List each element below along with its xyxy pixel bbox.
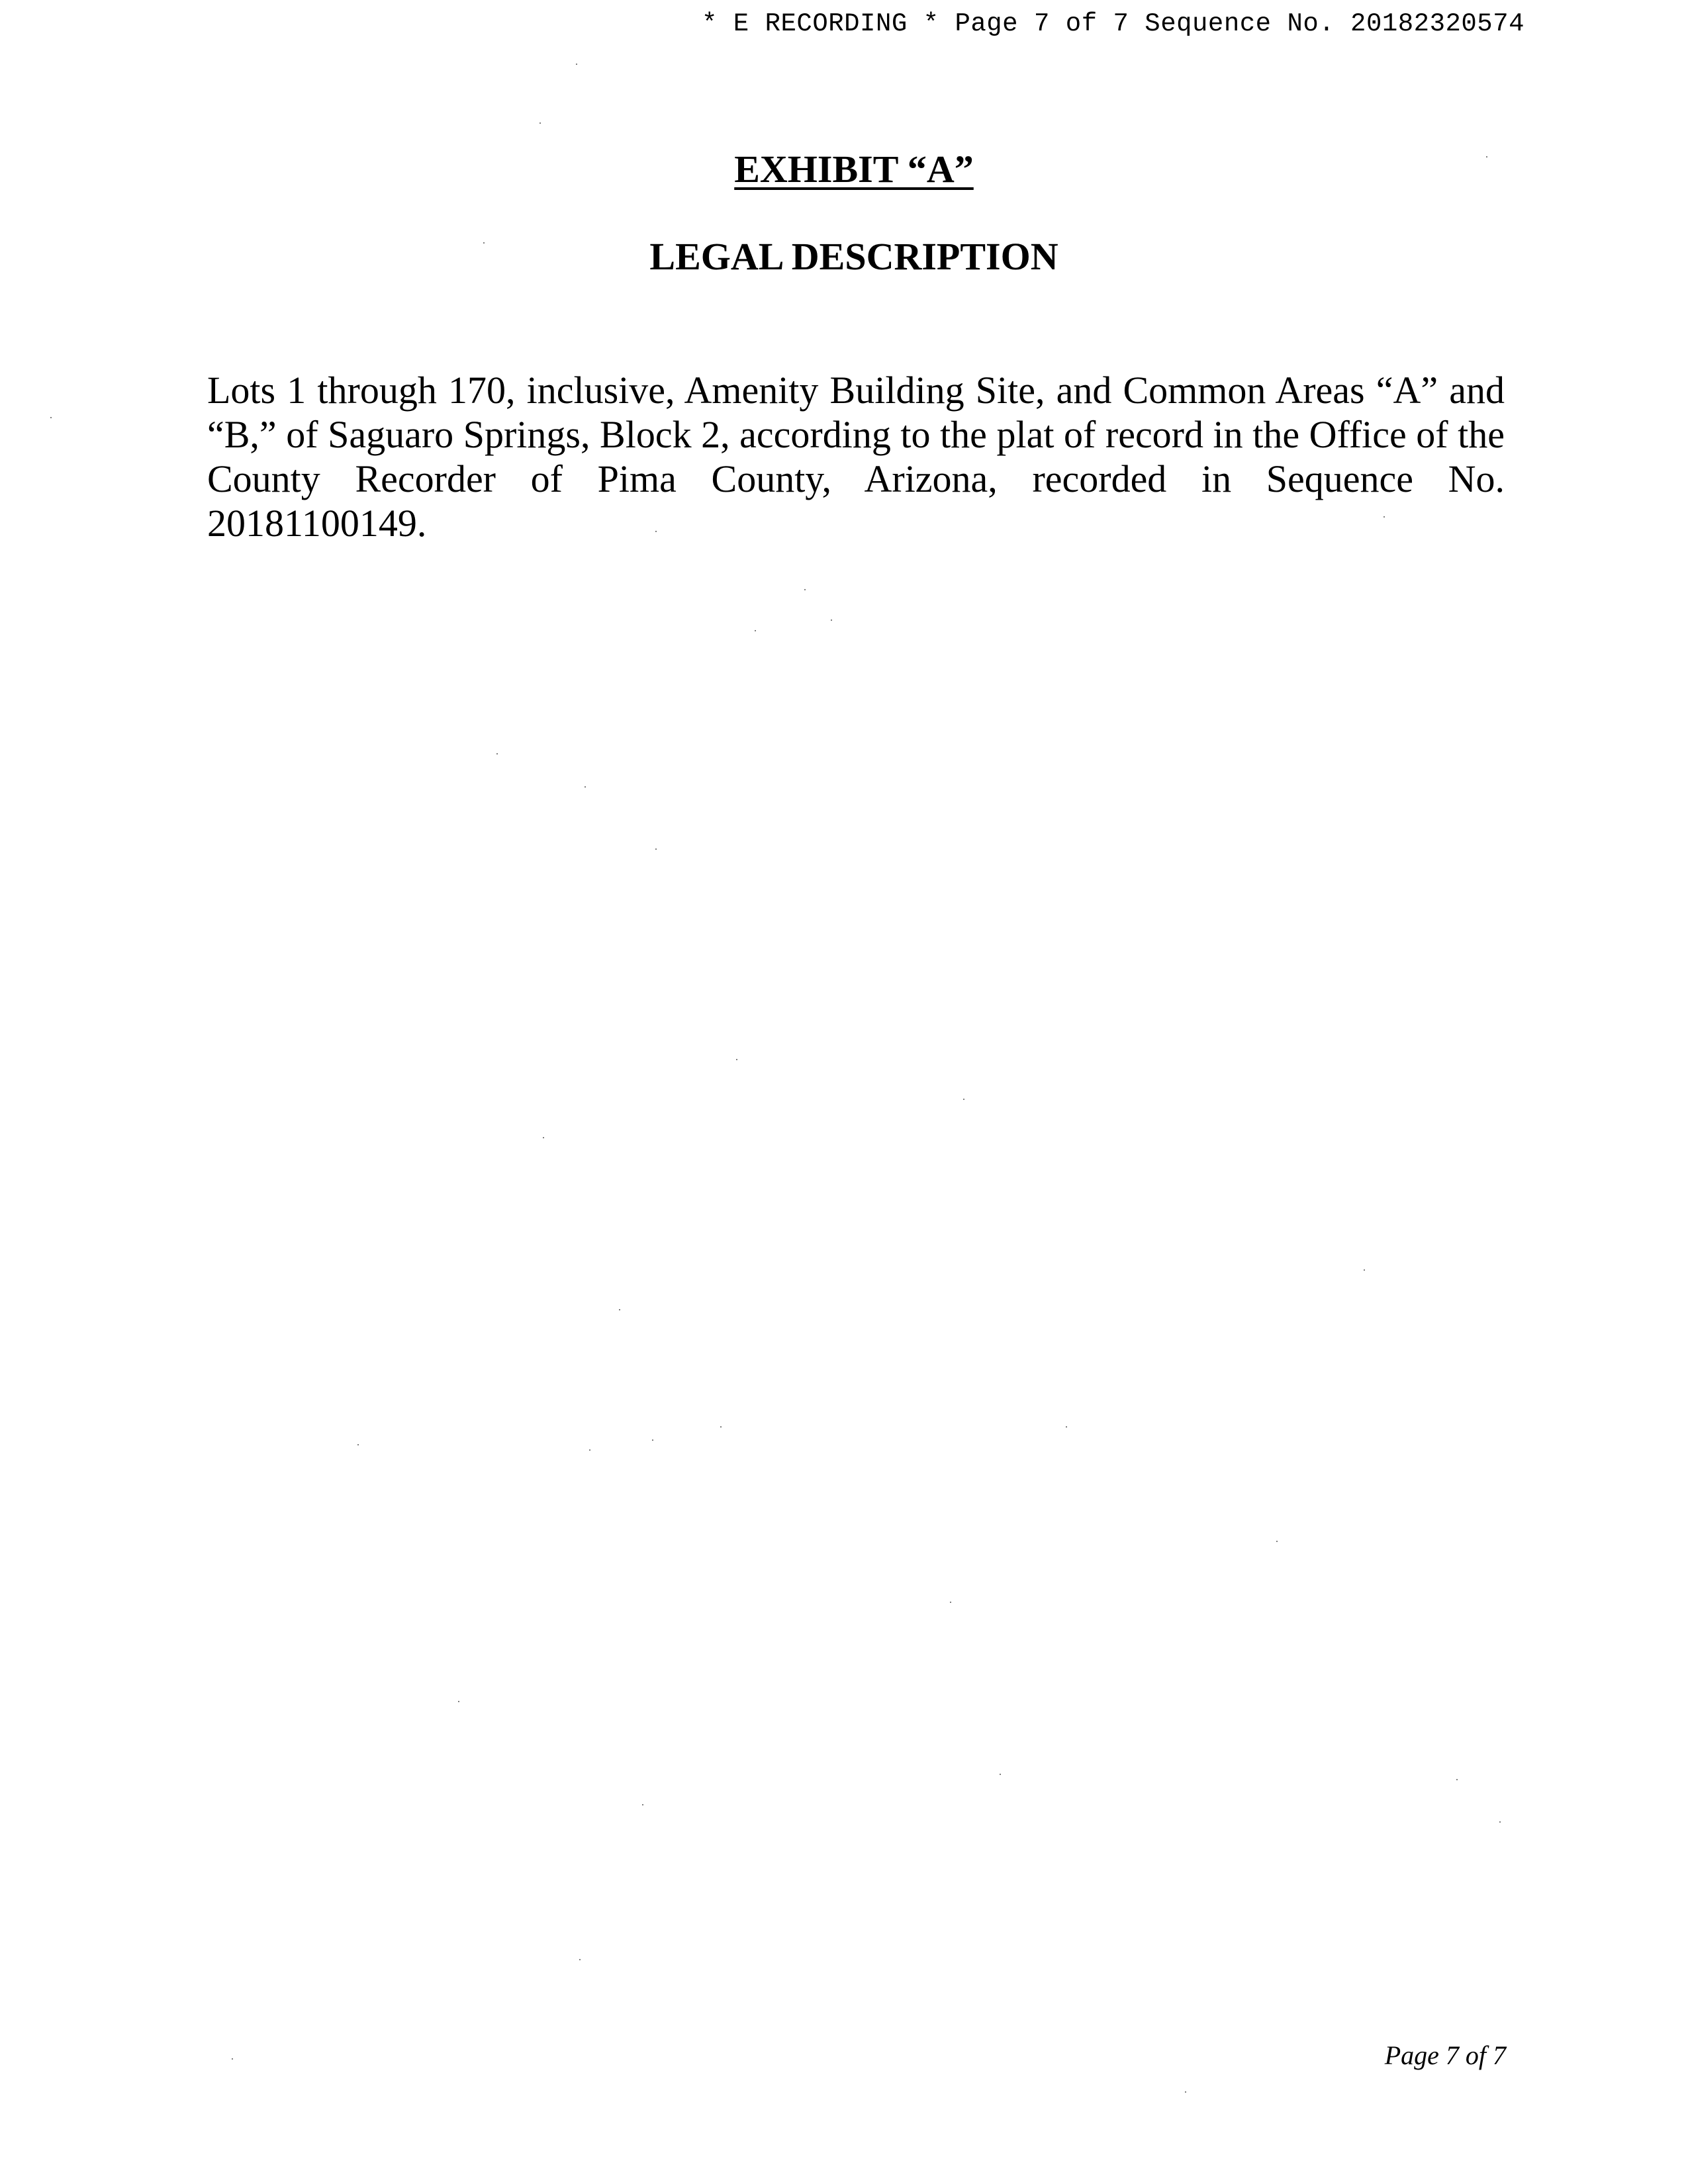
- exhibit-title: EXHIBIT “A”: [734, 148, 974, 191]
- scan-speck: [963, 1099, 964, 1100]
- scan-speck: [950, 1602, 951, 1603]
- scan-speck: [1185, 2091, 1186, 2093]
- legal-description-paragraph: Lots 1 through 170, inclusive, Amenity Building Site, and Common Areas “A” and “B,” of Saguaro Springs, Block 2, according to the plat of record in the Office of the County Recorder of Pima County, Arizona, recorded in Sequence No. 20181100149.: [207, 369, 1505, 545]
- scan-speck: [720, 1426, 722, 1428]
- scan-speck: [579, 1959, 581, 1960]
- scan-speck: [483, 242, 485, 244]
- scan-speck: [50, 417, 52, 418]
- recording-stamp-header: * E RECORDING * Page 7 of 7 Sequence No. 20182320574: [702, 9, 1524, 38]
- scan-speck: [458, 1701, 459, 1702]
- scan-speck: [1000, 1774, 1001, 1775]
- scan-speck: [1364, 1269, 1365, 1271]
- scan-speck: [1066, 1426, 1067, 1428]
- scan-speck: [543, 1137, 544, 1138]
- scan-speck: [1276, 1541, 1278, 1542]
- scan-speck: [655, 531, 657, 532]
- scan-speck: [642, 1804, 643, 1805]
- scan-speck: [655, 848, 657, 850]
- scan-speck: [755, 630, 756, 631]
- section-title: LEGAL DESCRIPTION: [649, 235, 1058, 278]
- page-number-footer: Page 7 of 7: [1384, 2040, 1506, 2070]
- scan-speck: [585, 786, 586, 788]
- scan-speck: [1456, 1779, 1458, 1780]
- scan-speck: [232, 2058, 233, 2060]
- scan-speck: [357, 1444, 359, 1445]
- scan-speck: [576, 64, 577, 65]
- scan-speck: [804, 589, 806, 590]
- scan-speck: [1383, 516, 1385, 518]
- scan-speck: [652, 1439, 653, 1441]
- scan-speck: [539, 122, 541, 124]
- scan-speck: [1499, 1821, 1501, 1823]
- exhibit-title-block: [0, 147, 1688, 191]
- scan-speck: [1486, 156, 1487, 158]
- scan-speck: [736, 1059, 737, 1060]
- scan-speck: [619, 1309, 620, 1310]
- scan-speck: [589, 1449, 590, 1451]
- scan-speck: [831, 619, 832, 621]
- scan-speck: [496, 753, 498, 754]
